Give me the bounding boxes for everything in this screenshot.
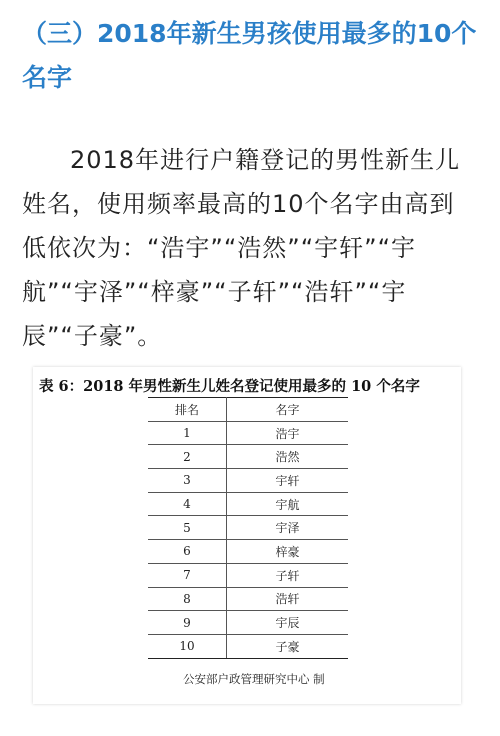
rank-cell: 2: [148, 445, 227, 469]
rank-cell: 5: [148, 516, 227, 540]
name-cell: 子轩: [227, 563, 349, 587]
name-cell: 浩然: [227, 445, 349, 469]
table-source: 公安部户政管理研究中心 制: [183, 672, 325, 686]
table-row: [148, 516, 348, 540]
header-name: 名字: [227, 398, 349, 422]
rank-cell: 6: [148, 540, 227, 564]
rank-cell: 8: [148, 587, 227, 611]
body-paragraph: 2018年进行户籍登记的男性新生儿姓名，使用频率最高的10个名字由高到低依次为：“浩宇”“浩然”“宇轩”“宇航”“宇泽”“梓豪”“子轩”“浩轩”“宇辰”“子豪”。: [22, 146, 461, 350]
header-rank: 排名: [148, 398, 227, 422]
table-row: [148, 421, 348, 445]
table-image: [33, 367, 461, 704]
rank-cell: 7: [148, 563, 227, 587]
table-row: [148, 445, 348, 469]
table-row: [148, 540, 348, 564]
name-cell: 宇泽: [227, 516, 349, 540]
rank-cell: 3: [148, 469, 227, 493]
table-row: [148, 469, 348, 493]
name-cell: 宇辰: [227, 611, 349, 635]
rank-cell: 1: [148, 421, 227, 445]
name-cell: 宇轩: [227, 469, 349, 493]
name-cell: 子豪: [227, 634, 349, 658]
names-table: [148, 397, 348, 659]
name-cell: 宇航: [227, 492, 349, 516]
table-row: [148, 634, 348, 658]
section-heading: （三）2018年新生男孩使用最多的10个名字: [22, 19, 477, 92]
table-row: [148, 611, 348, 635]
rank-cell: 4: [148, 492, 227, 516]
name-cell: 梓豪: [227, 540, 349, 564]
table-row: [148, 563, 348, 587]
table-header-row: [148, 398, 348, 422]
name-cell: 浩轩: [227, 587, 349, 611]
table-row: [148, 492, 348, 516]
table-title: 表 6：2018 年男性新生儿姓名登记使用最多的 10 个名字: [39, 378, 420, 395]
rank-cell: 10: [148, 634, 227, 658]
name-cell: 浩宇: [227, 421, 349, 445]
table-row: [148, 587, 348, 611]
rank-cell: 9: [148, 611, 227, 635]
